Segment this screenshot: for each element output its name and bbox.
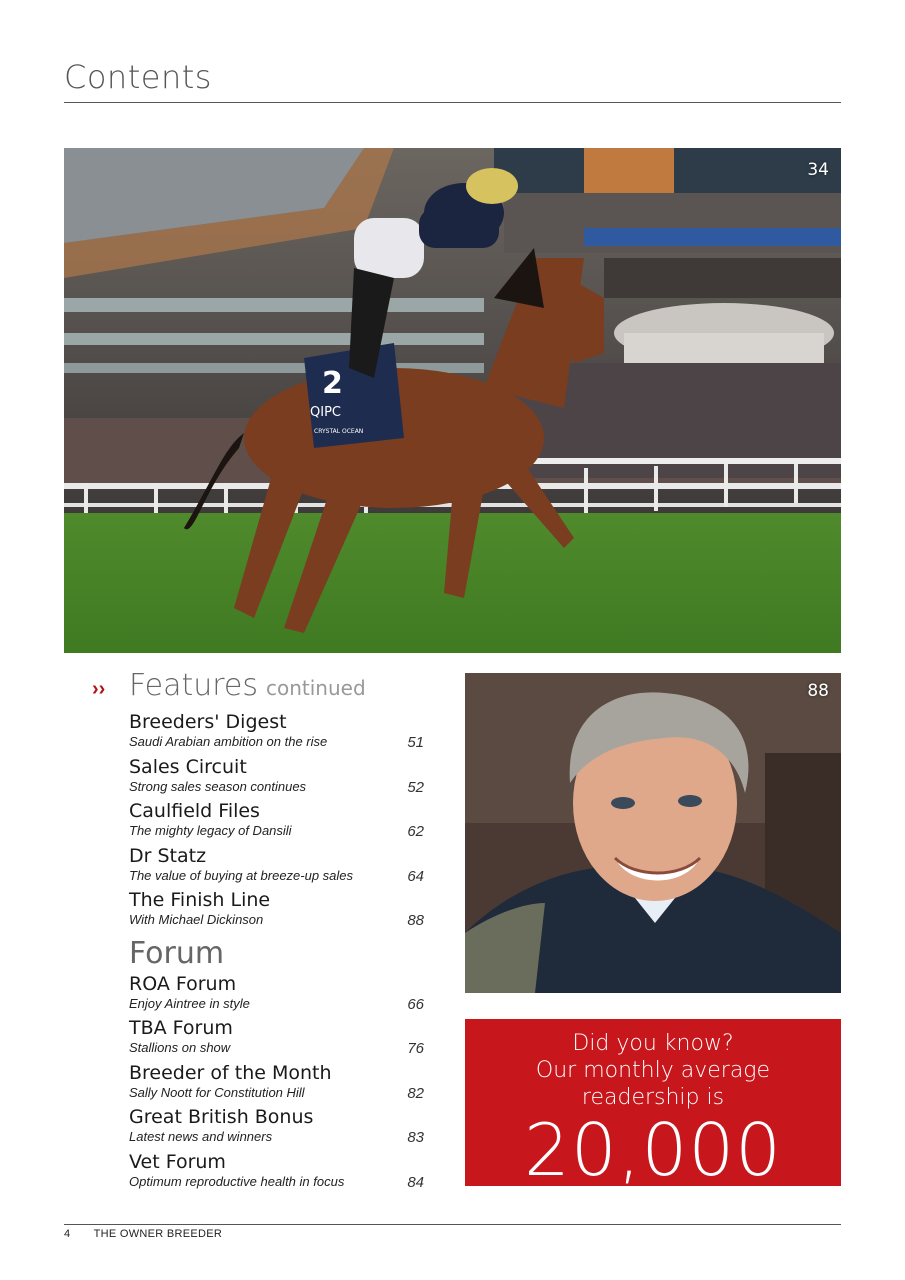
entry-title: Great British Bonus (129, 1106, 314, 1128)
footer-page-number: 4 (64, 1228, 71, 1240)
entry-title: The Finish Line (129, 889, 271, 911)
entry-page-number: 84 (407, 1173, 424, 1191)
toc-entry[interactable] (129, 1106, 432, 1151)
toc-entry[interactable] (129, 845, 432, 890)
saddle-sponsor: QIPC (310, 405, 341, 420)
entry-description: Enjoy Aintree in style (129, 995, 250, 1011)
entry-page-number: 64 (407, 867, 424, 885)
toc-entry[interactable] (129, 1151, 432, 1196)
entry-title: Caulfield Files (129, 800, 260, 822)
entry-title: Breeders' Digest (129, 711, 287, 733)
page-title: Contents (64, 58, 212, 96)
toc-entry[interactable] (129, 711, 432, 756)
entry-description: With Michael Dickinson (129, 912, 264, 927)
racehorse-illustration (64, 148, 841, 653)
entry-page-number: 52 (407, 778, 424, 796)
readership-callout (465, 1019, 841, 1192)
title-divider (64, 102, 841, 103)
toc-entry[interactable] (129, 1017, 432, 1062)
footer-divider (64, 1224, 841, 1225)
callout-line-1: Did you know? (572, 1031, 734, 1056)
toc-entry[interactable] (129, 1062, 432, 1107)
entry-page-number: 66 (407, 995, 424, 1013)
callout-line-3: readership is (581, 1085, 725, 1110)
portrait-photo[interactable] (465, 673, 841, 993)
entry-title: Sales Circuit (129, 755, 247, 778)
entry-description: Saudi Arabian ambition on the rise (129, 734, 328, 749)
hero-photo[interactable] (64, 148, 841, 653)
entry-page-number: 82 (407, 1084, 424, 1102)
entry-description: The mighty legacy of Dansili (129, 823, 292, 838)
entry-title: Breeder of the Month (129, 1061, 332, 1084)
entry-page-number: 83 (407, 1129, 424, 1146)
toc-entry[interactable] (129, 973, 432, 1018)
forum-heading: Forum (129, 935, 225, 971)
entry-description: Sally Noott for Constitution Hill (129, 1084, 305, 1100)
entry-title: TBA Forum (129, 1017, 233, 1039)
entry-description: Strong sales season continues (129, 778, 307, 794)
footer-publication: THE OWNER BREEDER (93, 1228, 223, 1240)
portrait-illustration (465, 673, 841, 993)
chevron-right-icon: ›› (92, 678, 106, 700)
entry-description: Stallions on show (129, 1040, 231, 1055)
entry-page-number: 88 (407, 912, 424, 929)
saddle-name: CRYSTAL OCEAN (314, 428, 364, 435)
entry-title: Dr Statz (129, 844, 207, 867)
entry-description: The value of buying at breeze-up sales (129, 867, 354, 883)
features-subtitle: continued (266, 676, 366, 700)
callout-line-2: Our monthly average (535, 1058, 771, 1083)
footer (64, 1228, 222, 1240)
hero-page-ref: 34 (807, 160, 829, 180)
entry-description: Latest news and winners (129, 1129, 273, 1144)
entry-page-number: 76 (407, 1040, 424, 1057)
features-heading (92, 668, 432, 703)
entry-page-number: 62 (407, 823, 424, 840)
toc-entry[interactable] (129, 756, 432, 801)
features-title: Features (129, 668, 258, 703)
entry-description: Optimum reproductive health in focus (129, 1173, 345, 1189)
toc-entry[interactable] (129, 800, 432, 845)
entry-title: Vet Forum (129, 1150, 226, 1173)
portrait-page-ref: 88 (807, 681, 829, 701)
saddle-number: 2 (322, 366, 343, 401)
toc-entry[interactable] (129, 889, 432, 934)
contents-list (92, 668, 432, 1195)
entry-title: ROA Forum (129, 972, 237, 995)
readership-figure: 20,000 (524, 1108, 782, 1192)
entry-page-number: 51 (407, 734, 424, 751)
